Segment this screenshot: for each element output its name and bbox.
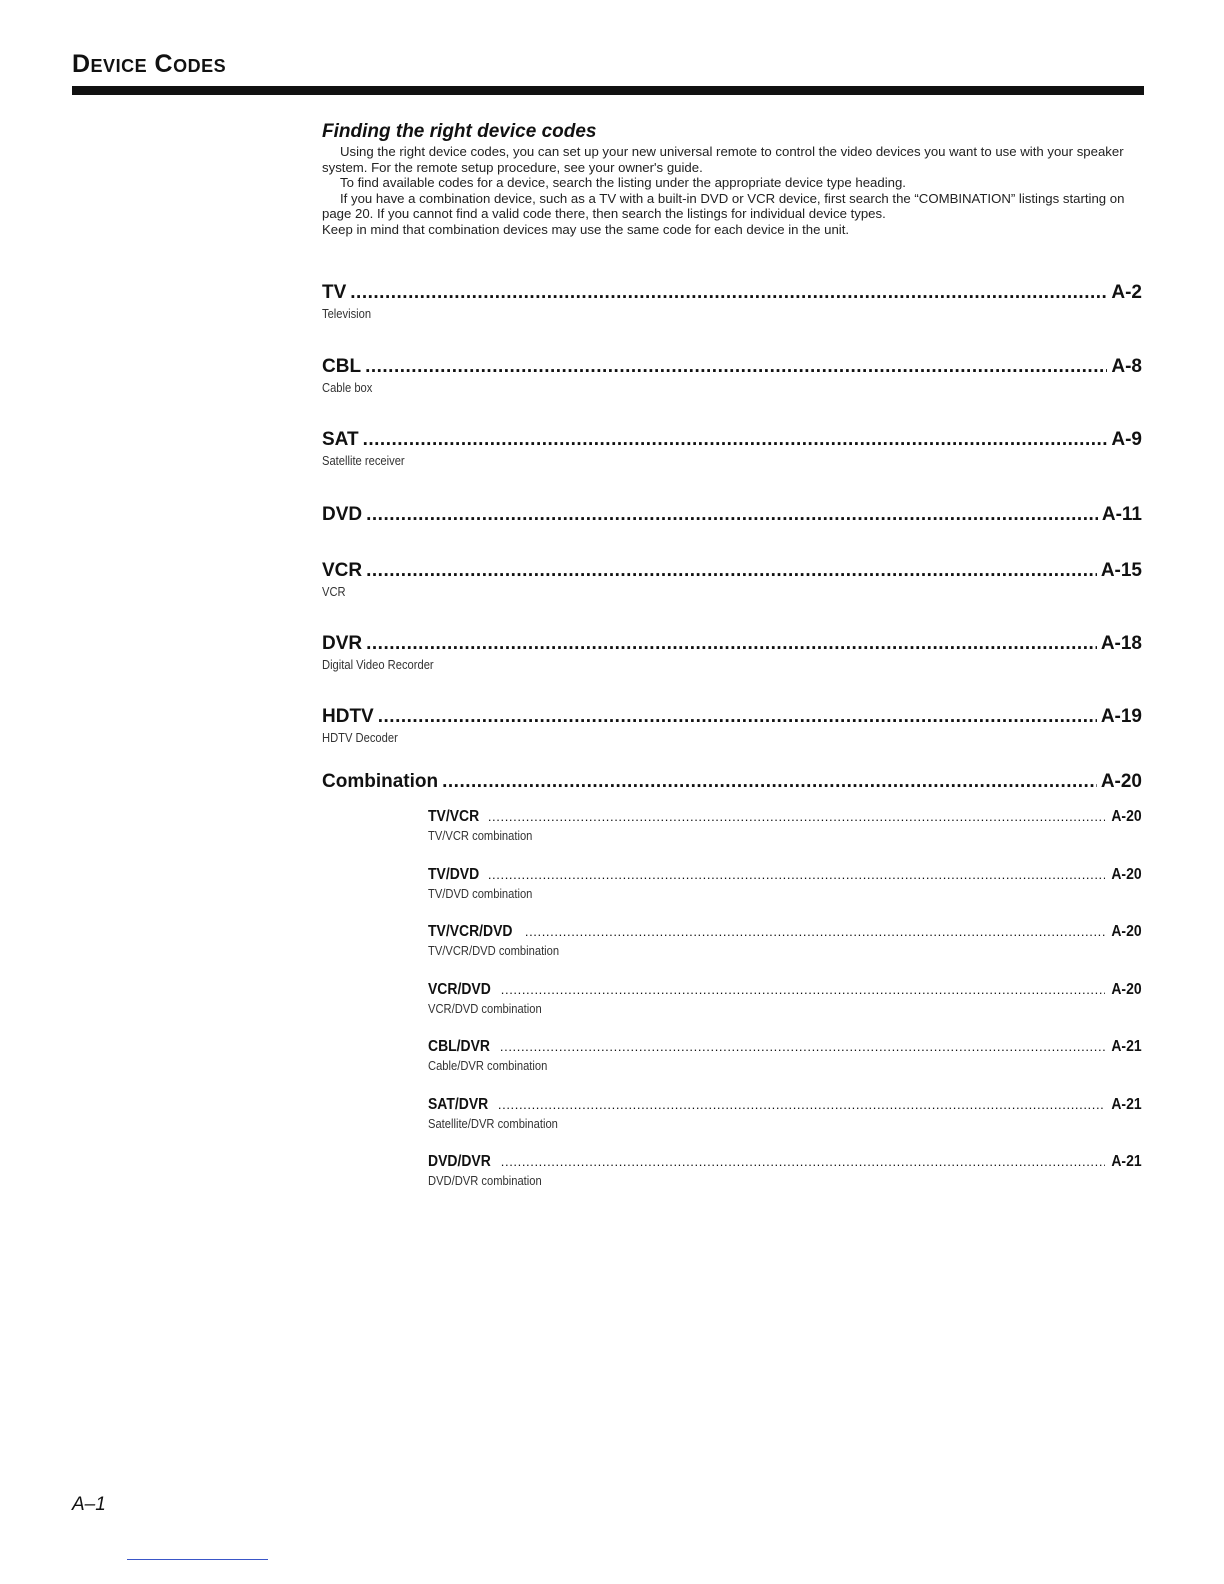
combination-label: TV/DVD	[428, 866, 480, 883]
toc-leader-dots	[363, 428, 1108, 452]
combination-description: VCR/DVD combination	[428, 1001, 542, 1016]
intro-section	[322, 120, 1144, 238]
toc-page-ref: A-9	[1111, 429, 1142, 450]
combination-description: TV/VCR combination	[428, 828, 533, 843]
toc-page-ref: A-8	[1111, 356, 1142, 377]
toc-label: SAT	[322, 429, 359, 450]
toc-entry-dvr[interactable]	[322, 632, 1142, 674]
toc-label: Combination	[322, 771, 439, 792]
toc-page-ref: A-19	[1100, 706, 1142, 727]
combination-description: TV/VCR/DVD combination	[428, 943, 560, 958]
combination-entry-sat-dvr[interactable]	[428, 1095, 1142, 1133]
combination-description: TV/DVD combination	[428, 886, 533, 901]
intro-paragraph-3: If you have a combination device, such as a TV with a built-in DVD or VCR device, first search the “COMBINATION” listings starting on page 20. If you cannot find a valid code there, then search the listings for individual device types.	[322, 190, 1125, 222]
combination-page-ref: A-20	[1111, 981, 1142, 998]
toc-leader-dots	[365, 355, 1107, 379]
combination-description: Satellite/DVR combination	[428, 1116, 558, 1131]
combination-label: CBL/DVR	[428, 1038, 491, 1055]
toc-leader-dots	[378, 705, 1097, 729]
toc-description: Cable box	[322, 380, 373, 395]
combination-page-ref: A-20	[1111, 866, 1142, 883]
combination-leader-dots	[525, 922, 1106, 942]
combination-leader-dots	[488, 807, 1106, 827]
toc-page-ref: A-15	[1100, 560, 1142, 581]
combination-page-ref: A-21	[1111, 1038, 1142, 1055]
toc-label: DVR	[322, 633, 363, 654]
combination-entry-dvd-dvr[interactable]	[428, 1152, 1142, 1190]
intro-paragraph-2: To find available codes for a device, search the listing under the appropriate device type heading.	[340, 175, 906, 191]
combination-label: DVD/DVR	[428, 1153, 491, 1170]
toc-leader-dots	[366, 503, 1098, 527]
toc-page-ref: A-11	[1101, 504, 1142, 525]
intro-heading: Finding the right device codes	[322, 121, 597, 142]
combination-description: DVD/DVR combination	[428, 1173, 542, 1188]
toc-page-ref: A-18	[1100, 633, 1142, 654]
toc-label: VCR	[322, 560, 363, 581]
combination-page-ref: A-21	[1111, 1096, 1142, 1113]
toc-description: VCR	[322, 584, 346, 599]
toc-leader-dots	[366, 632, 1097, 656]
toc-page-ref: A-2	[1111, 282, 1142, 303]
combination-entry-tv-vcr-dvd[interactable]	[428, 922, 1142, 960]
toc-description: Digital Video Recorder	[322, 657, 434, 672]
combination-entry-tv-dvd[interactable]	[428, 865, 1142, 903]
combination-leader-dots	[501, 1152, 1106, 1172]
combination-leader-dots	[501, 980, 1106, 1000]
combination-entry-vcr-dvd[interactable]	[428, 980, 1142, 1018]
toc-entry-cbl[interactable]	[322, 355, 1142, 397]
toc-leader-dots	[350, 281, 1107, 305]
toc-label: CBL	[322, 356, 362, 377]
footer-link-underline[interactable]	[127, 1559, 268, 1560]
toc-label: HDTV	[322, 706, 374, 727]
toc-entry-dvd[interactable]	[322, 503, 1142, 527]
combination-page-ref: A-21	[1111, 1153, 1142, 1170]
toc-description: Television	[322, 306, 372, 321]
combination-page-ref: A-20	[1111, 808, 1142, 825]
toc-description: HDTV Decoder	[322, 730, 398, 745]
toc-label: DVD	[322, 504, 363, 525]
toc-leader-dots	[442, 770, 1097, 794]
title-rule	[72, 86, 1144, 95]
toc-entry-combination[interactable]	[322, 770, 1142, 794]
toc-entry-vcr[interactable]	[322, 559, 1142, 601]
combination-description: Cable/DVR combination	[428, 1058, 548, 1073]
combination-page-ref: A-20	[1111, 923, 1142, 940]
toc-entry-tv[interactable]	[322, 281, 1142, 323]
toc-label: TV	[322, 282, 347, 303]
intro-paragraph-1: Using the right device codes, you can set up your new universal remote to control the video devices you want to use with your speaker system. For the remote setup procedure, see your owner's guide.	[322, 144, 1124, 175]
combination-leader-dots	[498, 1095, 1106, 1115]
toc-entry-sat[interactable]	[322, 428, 1142, 470]
combination-label: TV/VCR	[428, 808, 480, 825]
combination-entry-cbl-dvr[interactable]	[428, 1037, 1142, 1075]
page-number: A–1	[72, 1494, 106, 1515]
combination-label: VCR/DVD	[428, 981, 491, 998]
combination-leader-dots	[488, 865, 1106, 885]
toc-description: Satellite receiver	[322, 453, 405, 468]
combination-label: TV/VCR/DVD	[428, 923, 513, 940]
combination-leader-dots	[500, 1037, 1106, 1057]
combination-entry-tv-vcr[interactable]	[428, 807, 1142, 845]
toc-leader-dots	[366, 559, 1097, 583]
intro-paragraph-4: Keep in mind that combination devices may use the same code for each device in the unit.	[322, 221, 850, 237]
toc-page-ref: A-20	[1100, 771, 1142, 792]
combination-label: SAT/DVR	[428, 1096, 489, 1113]
page-title: Device Codes	[72, 50, 227, 78]
toc-entry-hdtv[interactable]	[322, 705, 1142, 747]
